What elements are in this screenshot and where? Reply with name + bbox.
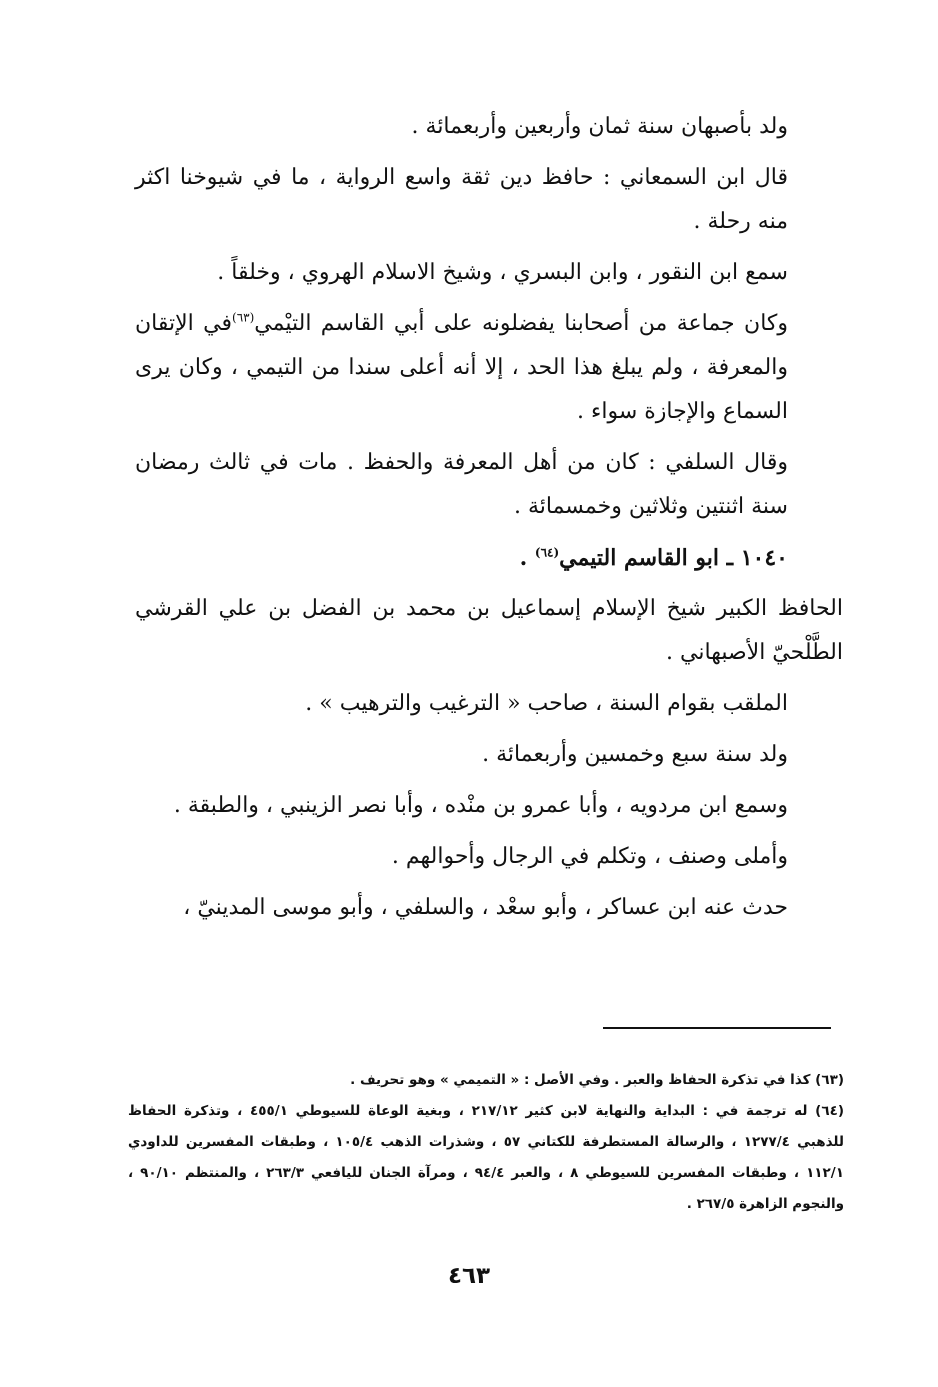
footnote-ref-63: (٦٣)	[232, 310, 255, 325]
footnote-ref-64: (٦٤)	[534, 545, 560, 560]
paragraph-dictated: وأملى وصنف ، وتكلم في الرجال وأحوالهم .	[391, 844, 788, 869]
paragraph-full-name: الحافظ الكبير شيخ الإسلام إسماعيل بن محمد بن الفضل بن علي القرشي الطَّلْحيّ الأصبهاني .	[135, 596, 843, 665]
comparison-text-end: في الإتقان والمعرفة ، ولم يبلغ هذا الحد ، إلا أنه أعلى سندا من التيمي ، وكان يرى السماع والإجازة سواء .	[135, 311, 788, 424]
footnote-63: (٦٣) كذا في تذكرة الحفاظ والعبر . وفي الأصل : « التميمي » وهو تحريف .	[350, 1072, 844, 1088]
paragraph-epithet: الملقب بقوام السنة ، صاحب « الترغيب والترهيب » .	[305, 691, 788, 716]
footnote-64: (٦٤) له ترجمة في : البداية والنهاية لابن كثير ٢١٧/١٢ ، وبغية الوعاة للسيوطي ٤٥٥/١ ، وتذكرة الحفاظ للذهبي ١٢٧٧/٤ ، والرسالة المستطرفة للكتاني ٥٧ ، وشذرات الذهب ١٠٥/٤ ، وطبقات المفسرين للداودي ١١٢/١ ، وطبقات المفسرين للسيوطي ٨ ، والعبر ٩٤/٤ ، ومرآة الجنان لليافعي ٢٦٣/٣ ، والمنتظم ٩٠/١٠ ، والنجوم الزاهرة ٢٦٧/٥ .	[128, 1103, 845, 1212]
main-text	[135, 105, 843, 937]
comparison-text-start: وكان جماعة من أصحابنا يفضلونه على أبي القاسم التيْمي	[254, 311, 788, 336]
footnote-separator	[603, 1027, 831, 1029]
page-number: ٤٦٣	[447, 1263, 491, 1289]
entry-title-end: .	[519, 545, 535, 571]
paragraph-birth-2: ولد سنة سبع وخمسين وأربعمائة .	[482, 742, 788, 767]
paragraph-teachers: سمع ابن النقور ، وابن البسري ، وشيخ الاسلام الهروي ، وخلقاً .	[217, 260, 788, 285]
footnotes	[128, 1065, 844, 1220]
paragraph-birth: ولد بأصبهان سنة ثمان وأربعين وأربعمائة .	[411, 114, 788, 139]
paragraph-comparison	[135, 302, 843, 434]
paragraph-samani-quote: قال ابن السمعاني : حافظ دين ثقة واسع الرواية ، ما في شيوخنا اكثر منه رحلة .	[135, 165, 788, 234]
paragraph-narrators: حدث عنه ابن عساكر ، وأبو سعْد ، والسلفي ، وأبو موسى المدينيّ ،	[183, 895, 788, 920]
entry-title: ١٠٤٠ ـ ابو القاسم التيمي	[559, 545, 788, 571]
entry-heading	[135, 536, 843, 580]
paragraph-heard-from: وسمع ابن مردويه ، وأبا عمرو بن منْده ، وأبا نصر الزينبي ، والطبقة .	[173, 793, 788, 818]
paragraph-silafi-quote: وقال السلفي : كان من أهل المعرفة والحفظ . مات في ثالث رمضان سنة اثنتين وثلاثين وخمسمائة .	[135, 450, 788, 519]
